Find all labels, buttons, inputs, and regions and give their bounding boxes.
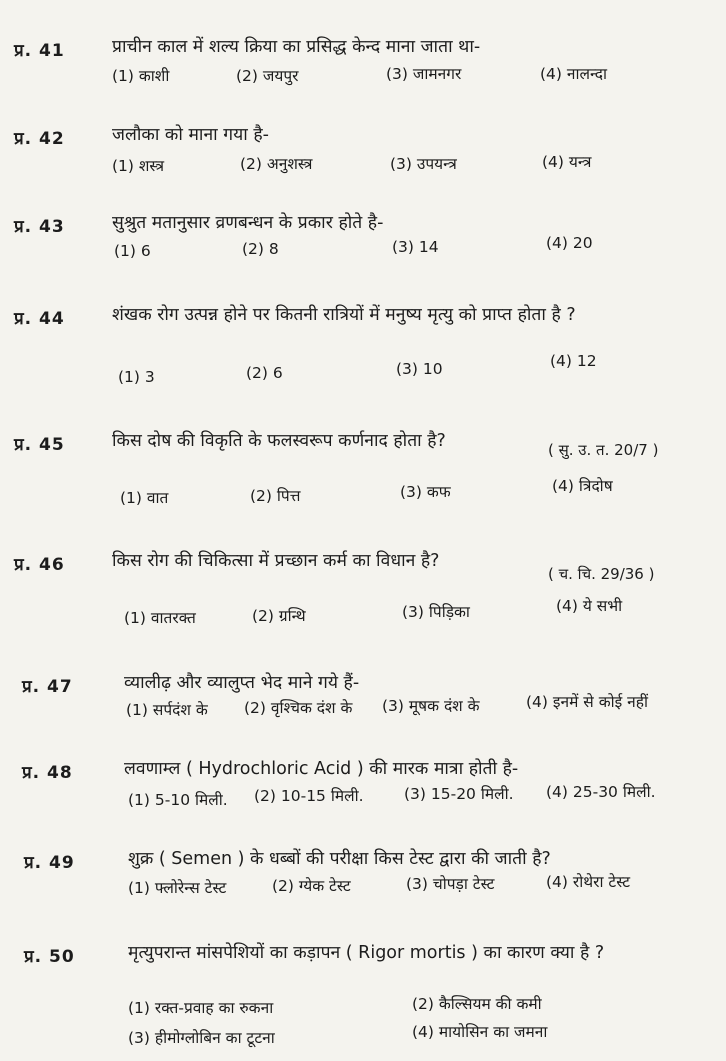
reference-citation: ( च. चि. 29/36 ) [548, 565, 655, 583]
option-2: (2) 6 [246, 364, 283, 382]
question-text: जलौका को माना गया है- [112, 125, 269, 145]
option-4: (4) ये सभी [556, 597, 623, 615]
option-2: (2) कैल्सियम की कमी [412, 995, 542, 1013]
option-3: (3) जामनगर [386, 65, 462, 83]
option-2: (2) ग्येक टेस्ट [272, 877, 351, 895]
option-4: (4) 20 [546, 234, 593, 252]
question-number: प्र. 45 [14, 435, 65, 455]
option-4: (4) त्रिदोष [552, 477, 613, 495]
option-2: (2) 10-15 मिली. [254, 787, 364, 805]
option-4: (4) यन्त्र [542, 153, 592, 171]
option-2: (2) वृश्चिक दंश के [244, 699, 353, 717]
question-number: प्र. 47 [22, 677, 73, 697]
question-text: व्यालीढ़ और व्यालुप्त भेद माने गये हैं- [124, 673, 360, 693]
option-3: (3) 10 [396, 360, 443, 378]
option-1: (1) सर्पदंश के [126, 701, 208, 719]
question-number: प्र. 50 [24, 947, 75, 967]
option-1: (1) वात [120, 489, 169, 507]
option-4: (4) रोथेरा टेस्ट [546, 873, 631, 891]
option-3: (3) 15-20 मिली. [404, 785, 514, 803]
question-text: प्राचीन काल में शल्य क्रिया का प्रसिद्ध केन्द माना जाता था- [112, 37, 481, 57]
reference-citation: ( सु. उ. त. 20/7 ) [548, 441, 659, 459]
option-4: (4) नालन्दा [540, 65, 608, 83]
question-text: लवणाम्ल ( Hydrochloric Acid ) की मारक मात्रा होती है- [124, 759, 519, 779]
option-2: (2) 8 [242, 240, 279, 258]
option-1: (1) 3 [118, 368, 155, 386]
question-text: मृत्युपरान्त मांसपेशियों का कड़ापन ( Rigor mortis ) का कारण क्या है ? [128, 943, 605, 963]
question-number: प्र. 42 [14, 129, 65, 149]
option-2: (2) ग्रन्थि [252, 607, 306, 625]
question-number: प्र. 48 [22, 763, 73, 783]
option-3: (3) 14 [392, 238, 439, 256]
option-3: (3) उपयन्त्र [390, 155, 457, 173]
option-3: (3) हीमोग्लोबिन का टूटना [128, 1029, 275, 1047]
question-text: किस दोष की विकृति के फलस्वरूप कर्णनाद होता है? [112, 431, 446, 451]
question-number: प्र. 44 [14, 309, 65, 329]
option-1: (1) फ्लोरेन्स टेस्ट [128, 879, 227, 897]
option-1: (1) 5-10 मिली. [128, 791, 228, 809]
option-3: (3) पिड़िका [402, 603, 470, 621]
question-text: शुक्र ( Semen ) के धब्बों की परीक्षा किस टेस्ट द्वारा की जाती है? [128, 849, 551, 869]
option-4: (4) 25-30 मिली. [546, 783, 656, 801]
option-1: (1) काशी [112, 67, 170, 85]
question-number: प्र. 41 [14, 41, 65, 61]
option-3: (3) मूषक दंश के [382, 697, 480, 715]
option-1: (1) वातरक्त [124, 609, 196, 627]
option-2: (2) अनुशस्त्र [240, 155, 313, 173]
question-number: प्र. 43 [14, 217, 65, 237]
option-2: (2) जयपुर [236, 67, 299, 85]
option-1: (1) रक्त-प्रवाह का रुकना [128, 999, 274, 1017]
option-4: (4) 12 [550, 352, 597, 370]
option-3: (3) कफ [400, 483, 451, 501]
question-number: प्र. 49 [24, 853, 75, 873]
option-1: (1) शस्त्र [112, 157, 165, 175]
question-text: सुश्रुत मतानुसार व्रणबन्धन के प्रकार होते है- [112, 213, 384, 233]
option-4: (4) इनमें से कोई नहीं [526, 693, 649, 711]
option-1: (1) 6 [114, 242, 151, 260]
option-3: (3) चोपड़ा टेस्ट [406, 875, 495, 893]
option-2: (2) पित्त [250, 487, 301, 505]
question-text: किस रोग की चिकित्सा में प्रच्छान कर्म का विधान है? [112, 551, 440, 571]
option-4: (4) मायोसिन का जमना [412, 1023, 548, 1041]
question-number: प्र. 46 [14, 555, 65, 575]
question-text: शंखक रोग उत्पन्न होने पर कितनी रात्रियों में मनुष्य मृत्यु को प्राप्त होता है ? [112, 305, 576, 325]
